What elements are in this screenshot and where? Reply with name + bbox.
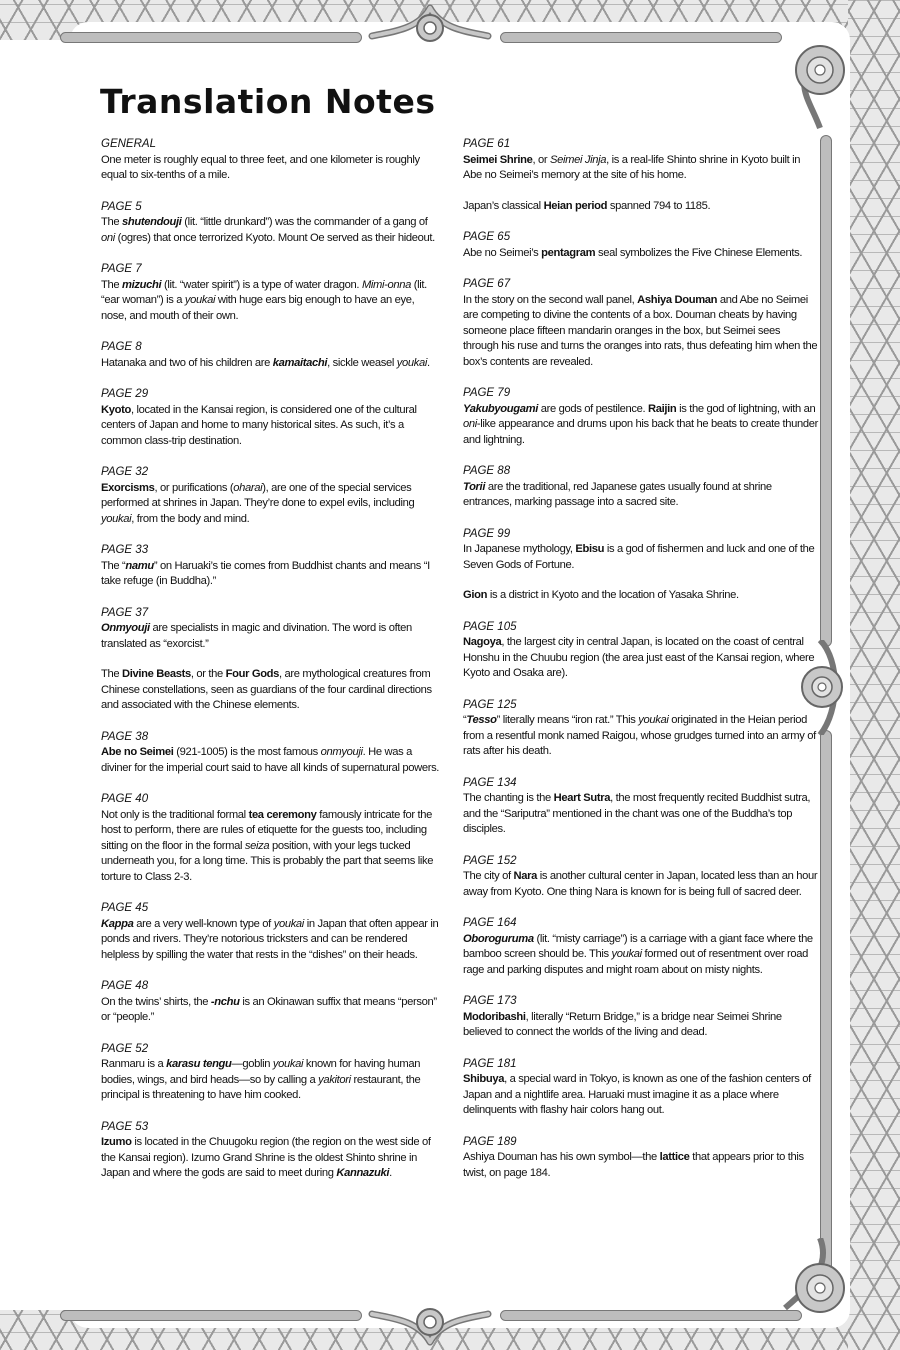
note-page-152 [463, 854, 818, 901]
term: youkai [184, 294, 216, 306]
text-run: known for having human bodies, wings, and bird heads—so by calling a [101, 1058, 421, 1086]
note-heading: PAGE 79 [463, 387, 511, 399]
term: kamaitachi [272, 356, 328, 369]
text-run: is the god of lightning, with an [676, 402, 816, 415]
text-run: Abe no Seimei’s [463, 246, 542, 259]
paragraph-gap [101, 652, 441, 667]
note-general [101, 137, 441, 184]
note-page-7 [101, 262, 441, 324]
note-paragraph [101, 995, 441, 1026]
term: youkai [396, 356, 427, 369]
note-paragraph [101, 481, 441, 528]
note-paragraph [101, 215, 441, 246]
note-page-45 [101, 901, 441, 963]
text-run: In Japanese mythology, [463, 543, 576, 555]
term: Heian period [543, 199, 608, 212]
term: Abe no Seimei [101, 746, 174, 758]
note-paragraph [463, 1010, 818, 1041]
note-paragraph [101, 1057, 441, 1104]
text-run: are the traditional, red Japanese gates usually found at shrine entrances, marking passage into a sacred site. [463, 480, 772, 508]
text-run: (921-1005) is the most famous [173, 746, 321, 758]
note-paragraph [101, 917, 441, 964]
text-run: in Japan that often appear in ponds and rivers. They’re notorious tricksters and can be rendered helpless by spilling the water that rests in the “dishes” on their heads. [101, 917, 439, 961]
text-run: ” literally means “iron rat.” This [496, 714, 639, 726]
term: Heart Sutra [553, 792, 611, 804]
term: tea ceremony [248, 808, 317, 821]
text-run: is another cultural center in Japan, located less than an hour away from Kyoto. One thing Nara is known for is being full of sacred deer. [463, 870, 818, 898]
term: oni [101, 231, 115, 244]
note-heading: PAGE 5 [101, 200, 142, 213]
text-run: Ashiya Douman has his own symbol—the [463, 1151, 660, 1163]
note-heading: PAGE 181 [463, 1057, 517, 1070]
term: karasu tengu [166, 1058, 232, 1070]
term: lattice [659, 1151, 690, 1163]
lattice-border-right [848, 0, 900, 1350]
term: Kyoto [101, 403, 131, 416]
text-run: The chanting is the [463, 792, 554, 804]
note-paragraph [463, 153, 818, 184]
note-heading: PAGE 7 [101, 263, 142, 275]
text-run: , or [532, 153, 550, 166]
notes-column-right [463, 137, 818, 1197]
rose-ornament-top-icon [780, 40, 850, 130]
note-page-65 [463, 230, 818, 261]
note-paragraph [463, 588, 818, 604]
page-title: Translation Notes [100, 82, 436, 121]
note-page-61 [463, 137, 818, 214]
note-page-37 [101, 606, 441, 714]
note-page-189 [463, 1135, 818, 1182]
text-run: restaurant, the principal is threatening to have him cooked. [101, 1073, 421, 1101]
note-page-53 [101, 1120, 441, 1182]
term: Nara [513, 870, 537, 882]
text-run: ” on Haruaki’s tie comes from Buddhist chants and means “I take refuge (in Buddha).” [101, 559, 430, 587]
term: Kappa [101, 917, 134, 930]
term: shutendouji [122, 216, 182, 228]
text-run: The [101, 216, 122, 228]
term: Gion [463, 589, 488, 601]
text-run: The city of [463, 870, 514, 882]
note-heading: PAGE 134 [463, 776, 517, 789]
note-page-88 [463, 464, 818, 511]
text-run: (ogres) that once terrorized Kyoto. Mount Oe served as their hideout. [114, 231, 435, 244]
text-run: is a god of fishermen and luck and one of the Seven Gods of Fortune. [463, 543, 815, 571]
flourish-ornament-bottom-icon [360, 1288, 500, 1350]
note-page-181 [463, 1057, 818, 1119]
note-page-33 [101, 543, 441, 590]
text-run: , located in the Kansai region, is considered one of the cultural centers of Japan and home to many historical sites. As such, it’s a common class-trip destination. [101, 403, 417, 447]
note-page-164 [463, 916, 818, 978]
term: Kannazuki [336, 1167, 390, 1179]
text-run: and Abe no Seimei are competing to divine the contents of a box. Douman cheats by having someone place fifteen mandarin oranges in the box, but Seimei sees through his ruse and turns the oranges into rats, thus defeating him when the box’s contents are revealed. [463, 293, 818, 368]
term: namu [125, 559, 154, 572]
text-run: , are mythological creatures from Chinese constellations, seen as guardians of the four cardinal directions and associated with the Chinese elements. [101, 668, 432, 711]
text-run: , literally “Return Bridge,” is a bridge near Seimei Shrine believed to connect the worlds of the living and dead. [463, 1010, 782, 1038]
note-paragraph [101, 403, 441, 450]
term: Nagoya [463, 636, 502, 648]
note-heading: PAGE 152 [463, 854, 517, 867]
text-run: (lit. “little drunkard”) was the commander of a gang of [181, 216, 428, 228]
note-paragraph [463, 480, 818, 511]
text-run: is located in the Chuugoku region (the region on the west side of the Kansai region). Izumo Grand Shrine is the oldest Shinto shrine in Japan and where the gods are said to meet during [101, 1136, 431, 1179]
term: -nchu [210, 995, 240, 1008]
note-heading: PAGE 29 [101, 388, 149, 400]
term: youkai [101, 512, 132, 525]
term: yakitori [318, 1073, 351, 1086]
note-paragraph [463, 932, 818, 979]
note-page-8 [101, 340, 441, 371]
note-page-32 [101, 465, 441, 527]
text-run: (lit. “misty carriage”) is a carriage with a giant face where the bamboo screen should be. This [463, 932, 813, 960]
text-run: seal symbolizes the Five Chinese Elements. [595, 246, 803, 259]
note-page-173 [463, 994, 818, 1041]
frame-rail-bottom-right [500, 1310, 802, 1321]
term: Ebisu [575, 543, 605, 555]
text-run: On the twins’ shirts, the [101, 995, 211, 1008]
text-run: , sickle weasel [327, 356, 397, 369]
text-run: , or the [190, 668, 226, 680]
note-paragraph [463, 402, 818, 449]
term: youkai [273, 917, 304, 930]
note-page-134 [463, 776, 818, 838]
note-page-40 [101, 792, 441, 885]
note-heading: PAGE 164 [463, 917, 517, 929]
text-run: Not only is the traditional formal [101, 808, 249, 821]
note-paragraph [463, 1072, 818, 1119]
note-heading: PAGE 189 [463, 1135, 517, 1148]
note-paragraph [463, 293, 818, 371]
text-run: . [427, 356, 430, 369]
rose-ornament-bottom-icon [775, 1238, 850, 1318]
flourish-ornament-icon [360, 0, 500, 62]
text-run: . He was a diviner for the imperial court said to have all kinds of supernatural powers. [101, 746, 440, 774]
note-paragraph [101, 808, 441, 886]
note-page-48 [101, 979, 441, 1026]
text-run: , the largest city in central Japan, is located on the coast of central Honshu in the Chuubu region (the area just east of the Kansai region, where Kyoto and Osaka are). [463, 636, 815, 679]
text-run: Hatanaka and two of his children are [101, 356, 273, 369]
note-page-52 [101, 1042, 441, 1104]
note-heading: PAGE 33 [101, 544, 149, 556]
text-run: One meter is roughly equal to three feet, and one kilometer is roughly equal to six-tenths of a mile. [101, 153, 420, 181]
note-page-38 [101, 730, 441, 777]
note-heading: PAGE 173 [463, 995, 517, 1007]
text-run: In the story on the second wall panel, [463, 293, 638, 306]
term: Mimi-onna [361, 278, 412, 291]
note-heading: PAGE 32 [101, 466, 149, 478]
term: Oboroguruma [463, 932, 534, 945]
term: Raijin [648, 402, 677, 415]
note-heading: PAGE 37 [101, 606, 149, 619]
note-heading: PAGE 67 [463, 278, 511, 290]
text-run: The “ [101, 559, 126, 572]
note-heading: PAGE 45 [101, 902, 149, 914]
note-page-29 [101, 387, 441, 449]
term: Divine Beasts [122, 668, 191, 680]
term: youkai [638, 714, 669, 726]
term: Yakubyougami [463, 402, 538, 415]
note-heading: PAGE 40 [101, 793, 149, 805]
term: seiza [244, 839, 270, 852]
note-paragraph [101, 1135, 441, 1182]
note-page-79 [463, 386, 818, 448]
term: mizuchi [122, 278, 162, 291]
term: oni [463, 418, 477, 430]
text-run: (lit. “water spirit”) is a type of water dragon. [161, 278, 362, 291]
term: Modoribashi [463, 1010, 526, 1023]
note-paragraph [101, 356, 441, 372]
note-paragraph [463, 791, 818, 838]
text-run: ), are one of the special services performed at shrines in Japan. They’re done to expel evils, including [101, 481, 415, 509]
text-run: , a special ward in Tokyo, is known as one of the fashion centers of Japan and a nightlife area. Haruaki must imagine it as a place where delinquents with flashy hair colors hang out. [463, 1073, 811, 1116]
term: Seimei Jinja [549, 153, 607, 166]
note-paragraph [101, 745, 441, 776]
text-run: , is a real-life Shinto shrine in Kyoto built in Abe no Seimei’s memory at the site of his home. [463, 153, 801, 181]
note-paragraph [463, 246, 818, 262]
text-run: Ranmaru is a [101, 1058, 167, 1070]
text-run: are gods of pestilence. [537, 402, 649, 415]
term: Ashiya Douman [637, 293, 718, 306]
note-heading: PAGE 65 [463, 231, 511, 243]
paragraph-gap [463, 573, 818, 588]
frame-rail-right-upper [820, 135, 832, 647]
note-paragraph [463, 713, 818, 760]
term: onmyouji [320, 746, 363, 758]
notes-column-left [101, 137, 441, 1198]
term: Torii [463, 480, 486, 493]
text-run: The [101, 278, 122, 291]
note-page-105 [463, 620, 818, 682]
note-heading: PAGE 53 [101, 1120, 149, 1133]
text-run: —goblin [231, 1058, 273, 1070]
text-run: that appears prior to this twist, on page 184. [463, 1151, 804, 1179]
frame-rail-top-right [500, 32, 782, 43]
note-heading: GENERAL [101, 138, 156, 150]
term: youkai [272, 1058, 304, 1070]
note-page-99 [463, 527, 818, 604]
note-paragraph [463, 869, 818, 900]
note-paragraph [463, 1150, 818, 1181]
text-run: with huge ears big enough to have an eye, nose, and mouth of their own. [101, 294, 415, 322]
term: Seimei Shrine [463, 153, 533, 166]
note-page-5 [101, 200, 441, 247]
paragraph-gap [463, 184, 818, 199]
text-run: . [389, 1167, 392, 1179]
note-paragraph [463, 635, 818, 682]
frame-rail-right-lower [820, 730, 832, 1292]
text-run: position, with your legs tucked underneath you, for a long time. This is probably the part that seems like torture to Class 2-3. [101, 839, 434, 883]
note-paragraph [463, 542, 818, 573]
text-run: -like appearance and drums upon his back that he beats to create thunder and lightning. [463, 418, 819, 446]
text-run: formed out of resentment over road rage and parking disputes and might roam about on misty nights. [463, 948, 808, 976]
text-run: spanned 794 to 1185. [607, 199, 711, 212]
term: Tesso [466, 714, 497, 726]
note-paragraph [463, 199, 818, 215]
term: youkai [611, 948, 642, 960]
note-paragraph [101, 153, 441, 184]
text-run: The [101, 668, 122, 680]
text-run: originated in the Heian period from a resentful monk named Raigou, whose grudges turned into an army of rats after his death. [463, 714, 816, 757]
note-heading: PAGE 125 [463, 698, 517, 711]
text-run: , from the body and mind. [131, 512, 250, 525]
frame-rail-bottom-left [60, 1310, 362, 1321]
text-run: famously intricate for the host to perform, there are rules of etiquette for the guests too, including sitting on the floor in the formal [101, 808, 433, 852]
term: oharai [233, 481, 263, 494]
term: Exorcisms [101, 481, 155, 494]
note-heading: PAGE 105 [463, 620, 517, 633]
note-page-125 [463, 698, 818, 760]
note-paragraph [101, 667, 441, 714]
text-run: , or purifications ( [154, 481, 234, 494]
note-heading: PAGE 8 [101, 341, 142, 353]
text-run: are a very well-known type of [133, 917, 274, 930]
note-heading: PAGE 99 [463, 527, 511, 540]
note-heading: PAGE 88 [463, 465, 511, 477]
note-heading: PAGE 48 [101, 980, 149, 992]
note-paragraph [101, 278, 441, 325]
frame-rail-top-left [60, 32, 362, 43]
text-run: are specialists in magic and divination. The word is often translated as “exorcist.” [101, 622, 412, 650]
note-page-67 [463, 277, 818, 370]
text-run: is an Okinawan suffix that means “person” or “people.” [101, 995, 437, 1023]
text-run: is a district in Kyoto and the location of Yasaka Shrine. [487, 589, 739, 601]
term: Shibuya [463, 1073, 505, 1085]
term: Izumo [101, 1136, 132, 1148]
text-run: Japan’s classical [463, 199, 544, 212]
note-paragraph [101, 559, 441, 590]
term: Onmyouji [101, 622, 150, 634]
text-run: “ [463, 714, 467, 726]
note-heading: PAGE 61 [463, 138, 511, 150]
note-heading: PAGE 38 [101, 730, 149, 743]
note-heading: PAGE 52 [101, 1042, 149, 1055]
term: Four Gods [225, 668, 280, 680]
term: pentagram [541, 246, 596, 259]
note-paragraph [101, 621, 441, 652]
text-run: (lit. “ear woman”) is a [101, 278, 427, 306]
text-run: , the most frequently recited Buddhist sutra, and the “Sariputra” mentioned in the chant was one of the Buddha’s top disciples. [463, 792, 811, 835]
